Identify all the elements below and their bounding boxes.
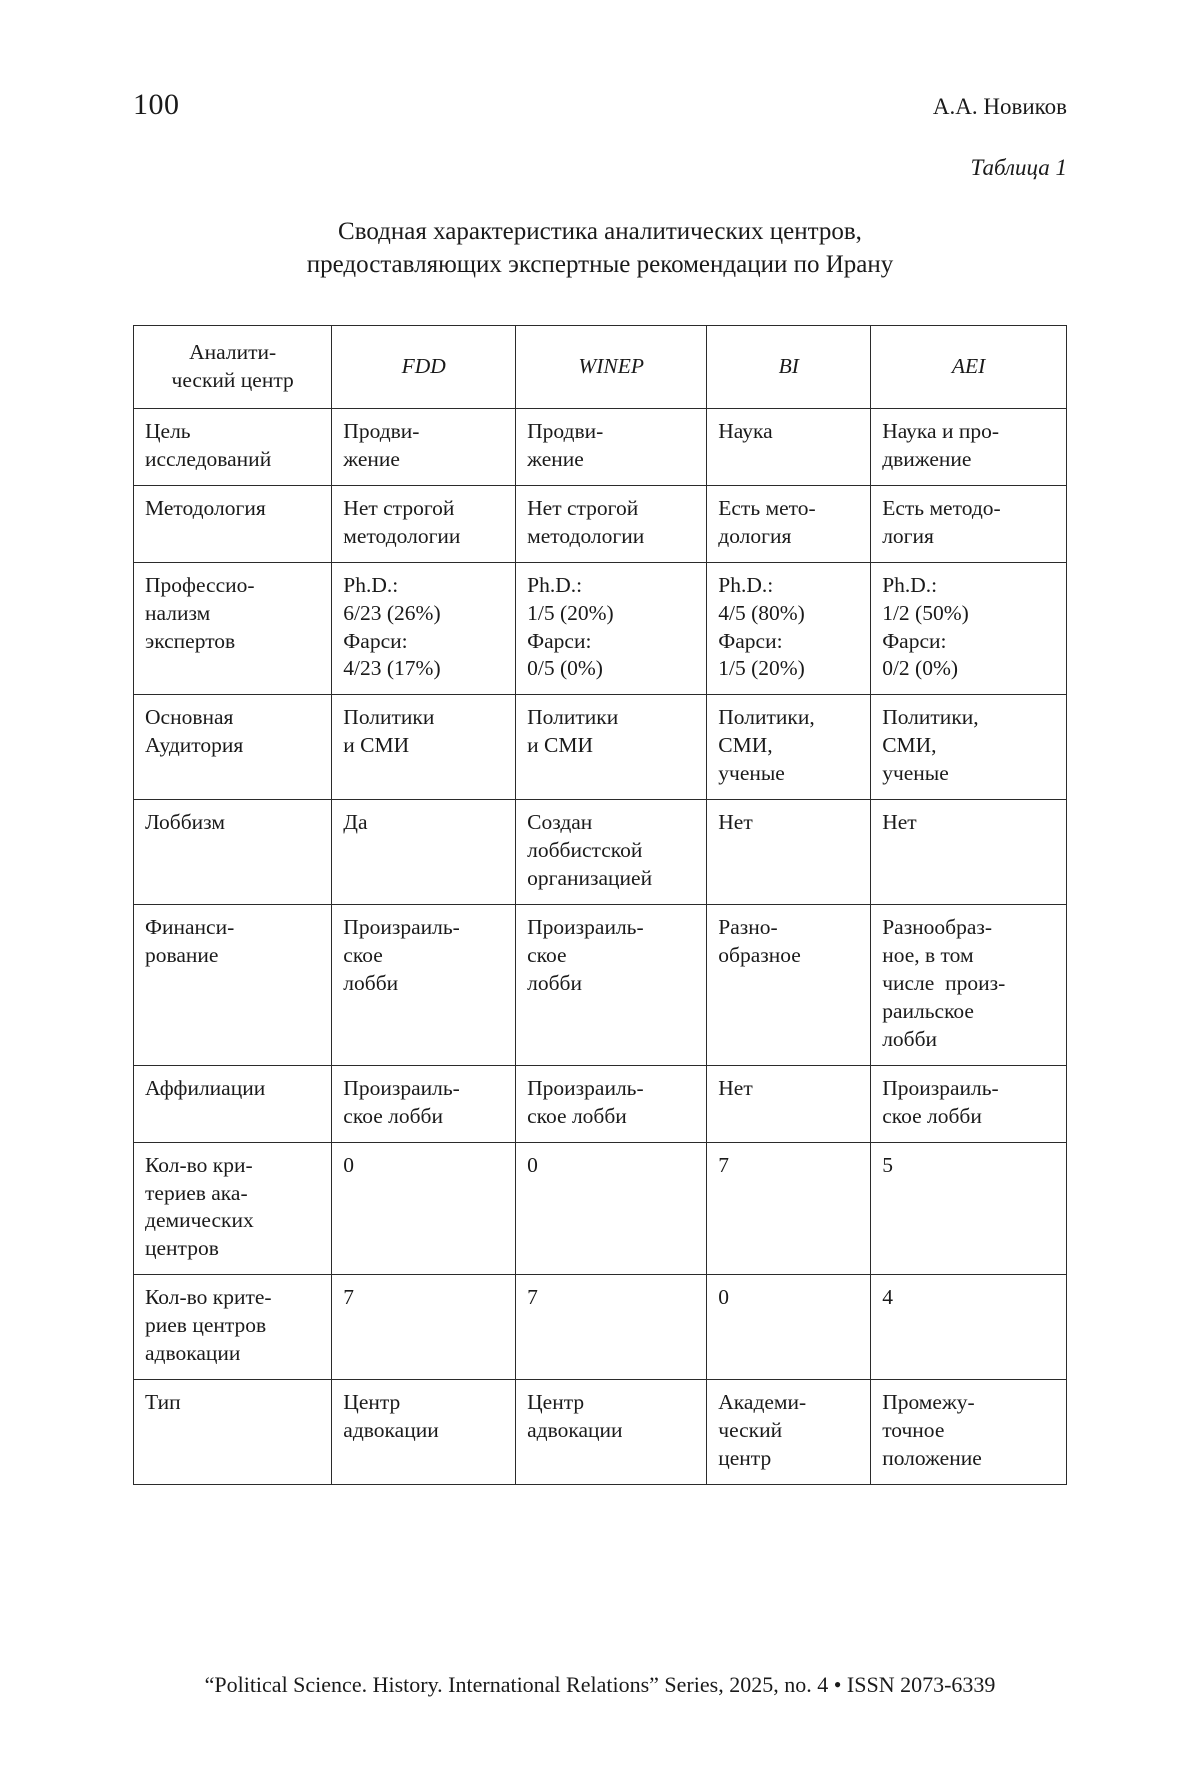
table-title xyxy=(133,215,1067,281)
page-footer: “Political Science. History. International Relations” Series, 2025, no. 4 • ISSN 2073-6339 xyxy=(204,1672,996,1697)
table-cell: Ph.D.: 1/2 (50%) Фарси: 0/2 (0%) xyxy=(871,562,1067,695)
column-header-aei: AEI xyxy=(871,326,1067,409)
row-label: Кол-во кри- териев ака- демических центров xyxy=(134,1142,332,1275)
row-label: Основная Аудитория xyxy=(134,695,332,800)
table-row xyxy=(134,1380,1067,1485)
table-cell: Продви- жение xyxy=(332,408,516,485)
table-header-row xyxy=(134,326,1067,409)
table-cell: Да xyxy=(332,800,516,905)
row-label: Кол-во крите- риев центров адвокации xyxy=(134,1275,332,1380)
column-header-label: Аналити- ческий центр xyxy=(134,326,332,409)
table-cell: Политики, СМИ, ученые xyxy=(707,695,871,800)
table-cell: Нет строгой методологии xyxy=(332,485,516,562)
table-cell: 7 xyxy=(332,1275,516,1380)
table-cell: Разно- образное xyxy=(707,905,871,1066)
table-row xyxy=(134,1142,1067,1275)
table-row xyxy=(134,485,1067,562)
row-label: Профессио- нализм экспертов xyxy=(134,562,332,695)
table-cell: Произраиль- ское лобби xyxy=(871,1065,1067,1142)
row-label: Тип xyxy=(134,1380,332,1485)
table-row xyxy=(134,1065,1067,1142)
row-label: Финанси- рование xyxy=(134,905,332,1066)
table-cell: 7 xyxy=(516,1275,707,1380)
page-number: 100 xyxy=(133,88,180,121)
table-cell: Создан лоббистской организацией xyxy=(516,800,707,905)
table-cell: Нет xyxy=(707,1065,871,1142)
table-cell: Нет xyxy=(871,800,1067,905)
table-cell: Центр адвокации xyxy=(332,1380,516,1485)
table-cell: Нет xyxy=(707,800,871,905)
table-cell: 4 xyxy=(871,1275,1067,1380)
table-cell: Произраиль- ское лобби xyxy=(332,1065,516,1142)
table-cell: Промежу- точное положение xyxy=(871,1380,1067,1485)
table-cell: 0 xyxy=(707,1275,871,1380)
table-cell: Ph.D.: 6/23 (26%) Фарси: 4/23 (17%) xyxy=(332,562,516,695)
table-cell: Политики, СМИ, ученые xyxy=(871,695,1067,800)
row-label: Аффилиации xyxy=(134,1065,332,1142)
table-title-line-2: предоставляющих экспертные рекомендации по Ирану xyxy=(306,251,894,278)
table-cell: 7 xyxy=(707,1142,871,1275)
column-header-winep: WINEP xyxy=(516,326,707,409)
table-cell: 5 xyxy=(871,1142,1067,1275)
table-cell: 0 xyxy=(516,1142,707,1275)
table-cell: 0 xyxy=(332,1142,516,1275)
column-header-fdd: FDD xyxy=(332,326,516,409)
page-header xyxy=(133,88,1067,122)
table-cell: Продви- жение xyxy=(516,408,707,485)
table-caption: Таблица 1 xyxy=(970,155,1067,180)
row-label: Цель исследований xyxy=(134,408,332,485)
table-cell: Разнообраз- ное, в том числе произ- раильское лобби xyxy=(871,905,1067,1066)
table-cell: Центр адвокации xyxy=(516,1380,707,1485)
summary-table xyxy=(133,325,1067,1485)
row-label: Лоббизм xyxy=(134,800,332,905)
table-cell: Произраиль- ское лобби xyxy=(516,1065,707,1142)
table-cell: Нет строгой методологии xyxy=(516,485,707,562)
table-cell: Произраиль- ское лобби xyxy=(516,905,707,1066)
table-row xyxy=(134,1275,1067,1380)
table-cell: Академи- ческий центр xyxy=(707,1380,871,1485)
table-cell: Политики и СМИ xyxy=(332,695,516,800)
author-name: А.А. Новиков xyxy=(932,94,1067,119)
table-row xyxy=(134,562,1067,695)
table-cell: Ph.D.: 1/5 (20%) Фарси: 0/5 (0%) xyxy=(516,562,707,695)
table-title-line-1: Сводная характеристика аналитических центров, xyxy=(338,218,862,245)
table-row xyxy=(134,800,1067,905)
table-cell: Наука и про- движение xyxy=(871,408,1067,485)
table-cell: Ph.D.: 4/5 (80%) Фарси: 1/5 (20%) xyxy=(707,562,871,695)
table-cell: Наука xyxy=(707,408,871,485)
table-row xyxy=(134,695,1067,800)
column-header-bi: BI xyxy=(707,326,871,409)
row-label: Методология xyxy=(134,485,332,562)
table-row xyxy=(134,408,1067,485)
table-cell: Политики и СМИ xyxy=(516,695,707,800)
table-cell: Произраиль- ское лобби xyxy=(332,905,516,1066)
table-cell: Есть мето- дология xyxy=(707,485,871,562)
table-row xyxy=(134,905,1067,1066)
table-cell: Есть методо- логия xyxy=(871,485,1067,562)
